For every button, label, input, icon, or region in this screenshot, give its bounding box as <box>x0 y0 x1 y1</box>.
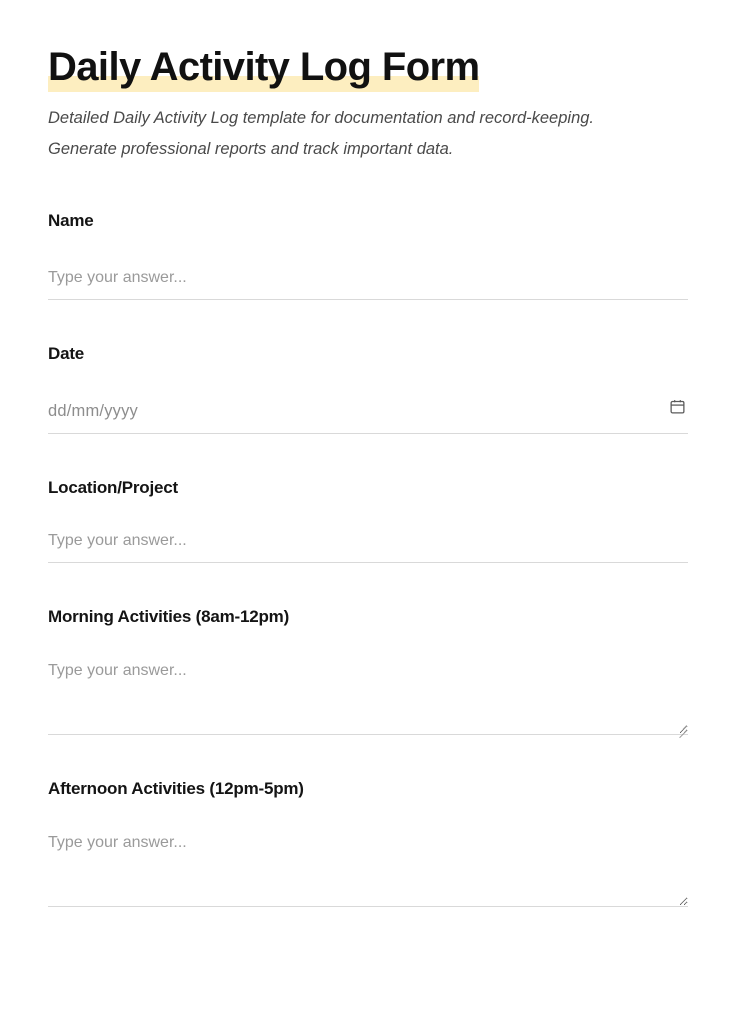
field-morning-activities <box>48 607 688 735</box>
page-title <box>48 46 479 89</box>
afternoon-activities-wrap <box>48 833 688 907</box>
name-input[interactable] <box>48 269 688 300</box>
date-input-row[interactable] <box>48 402 688 434</box>
location-project-input[interactable] <box>48 532 688 563</box>
form-description: Detailed Daily Activity Log template for documentation and record-keeping. Generate professional reports and track important data. <box>48 109 595 158</box>
date-input[interactable] <box>48 402 688 434</box>
field-date <box>48 344 688 434</box>
field-name <box>48 211 688 300</box>
field-label-date: Date <box>48 343 85 363</box>
field-afternoon-activities <box>48 779 688 907</box>
morning-activities-textarea[interactable] <box>48 661 688 735</box>
field-label-location-project: Location/Project <box>48 477 178 497</box>
date-value: dd/mm/yyyy <box>48 401 139 420</box>
afternoon-activities-textarea[interactable] <box>48 833 688 907</box>
calendar-icon[interactable] <box>669 398 686 415</box>
field-label-afternoon-activities: Afternoon Activities (12pm-5pm) <box>48 778 304 798</box>
morning-activities-wrap <box>48 661 688 735</box>
field-location-project <box>48 478 688 563</box>
form-title-text: Daily Activity Log Form <box>48 45 480 89</box>
field-label-name: Name <box>48 210 94 230</box>
field-label-morning-activities: Morning Activities (8am-12pm) <box>48 606 290 626</box>
